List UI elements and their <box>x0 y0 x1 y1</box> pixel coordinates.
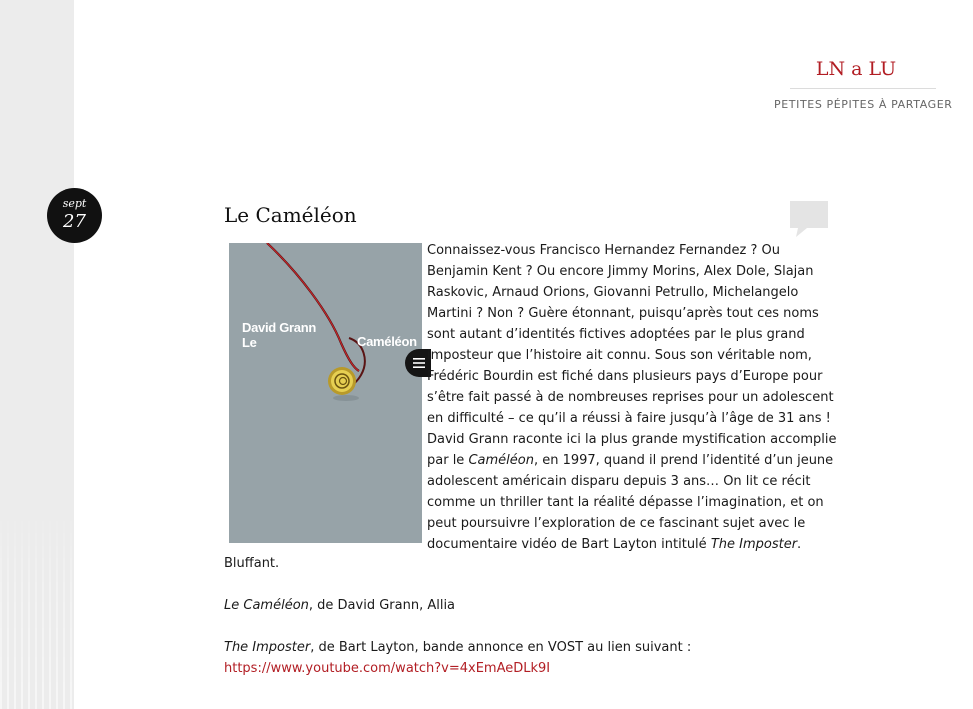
cover-title: Caméléon <box>357 334 417 349</box>
post-body-text <box>427 240 839 555</box>
body-line <box>427 471 839 492</box>
site-tagline: PETITES PÉPITES À PARTAGER <box>774 98 953 111</box>
post-closing: Bluffant. <box>224 556 280 571</box>
body-text: adolescent américain disparu depuis 3 ans… On lit ce récit <box>427 474 811 489</box>
book-reference-title: Le Caméléon <box>224 598 309 613</box>
body-text: Connaissez-vous Francisco Hernandez Fernandez ? Ou <box>427 243 781 258</box>
body-text: Frédéric Bourdin est fiché dans plusieurs pays d’Europe pour <box>427 369 823 384</box>
body-text: , en 1997, quand il prend l’identité d’un jeune <box>533 453 834 468</box>
body-line <box>427 534 839 555</box>
site-title-link[interactable]: LN a LU <box>815 58 897 80</box>
body-line <box>427 261 839 282</box>
body-italic-text: Caméléon <box>468 453 534 468</box>
body-text: Martini ? Non ? Guère étonnant, puisqu’après tout ces noms <box>427 306 819 321</box>
cover-author: David Grann Le <box>242 320 316 350</box>
body-italic-text: The Imposter <box>710 537 798 552</box>
body-text: comme un thriller tant la réalité dépasse l’imagination, et on <box>427 495 824 510</box>
body-line <box>427 240 839 261</box>
body-line <box>427 513 839 534</box>
body-line <box>427 366 839 387</box>
body-line <box>427 408 839 429</box>
book-reference-details: , de David Grann, Allia <box>308 598 456 613</box>
left-decorative-strip <box>0 0 74 709</box>
book-reference <box>224 595 455 616</box>
body-text: Raskovic, Arnaud Orions, Giovanni Petrullo, Michelangelo <box>427 285 799 300</box>
body-text: Benjamin Kent ? Ou encore Jimmy Morins, Alex Dole, Slajan <box>427 264 814 279</box>
body-line <box>427 492 839 513</box>
body-text: sont autant d’identités fictives adoptées par le plus grand <box>427 327 805 342</box>
body-text: par le <box>427 453 469 468</box>
post-title[interactable]: Le Caméléon <box>224 203 357 227</box>
speech-bubble-icon[interactable] <box>790 201 828 237</box>
youtube-link[interactable]: https://www.youtube.com/watch?v=4xEmAeDLk9I <box>224 661 551 676</box>
body-text: David Grann raconte ici la plus grande mystification accomplie <box>427 432 837 447</box>
body-line <box>427 387 839 408</box>
body-line <box>427 450 839 471</box>
video-reference-title: The Imposter <box>224 640 311 655</box>
equalizer-decoration <box>0 509 74 709</box>
body-text: peut poursuivre l’exploration de ce fascinant sujet avec le <box>427 516 806 531</box>
body-text: imposteur que l’histoire ait connu. Sous son véritable nom, <box>427 348 812 363</box>
post-date-badge <box>47 188 102 243</box>
post-date-day: 27 <box>63 211 86 232</box>
post-date-month: sept <box>62 197 87 210</box>
body-text: en difficulté – ce qu’il a réussi à faire jusqu’à l’âge de 31 ans ! <box>427 411 831 426</box>
title-divider <box>790 88 936 89</box>
body-line <box>427 345 839 366</box>
body-line <box>427 429 839 450</box>
body-text: documentaire vidéo de Bart Layton intitulé <box>427 537 711 552</box>
body-line <box>427 303 839 324</box>
video-reference <box>224 637 691 658</box>
body-line <box>427 282 839 303</box>
body-text: . <box>797 537 802 552</box>
body-text: s’être fait passé à de nombreuses reprises pour un adolescent <box>427 390 834 405</box>
video-reference-details: , de Bart Layton, bande annonce en VOST au lien suivant : <box>310 640 692 655</box>
book-cover-image <box>229 243 422 543</box>
body-line <box>427 324 839 345</box>
